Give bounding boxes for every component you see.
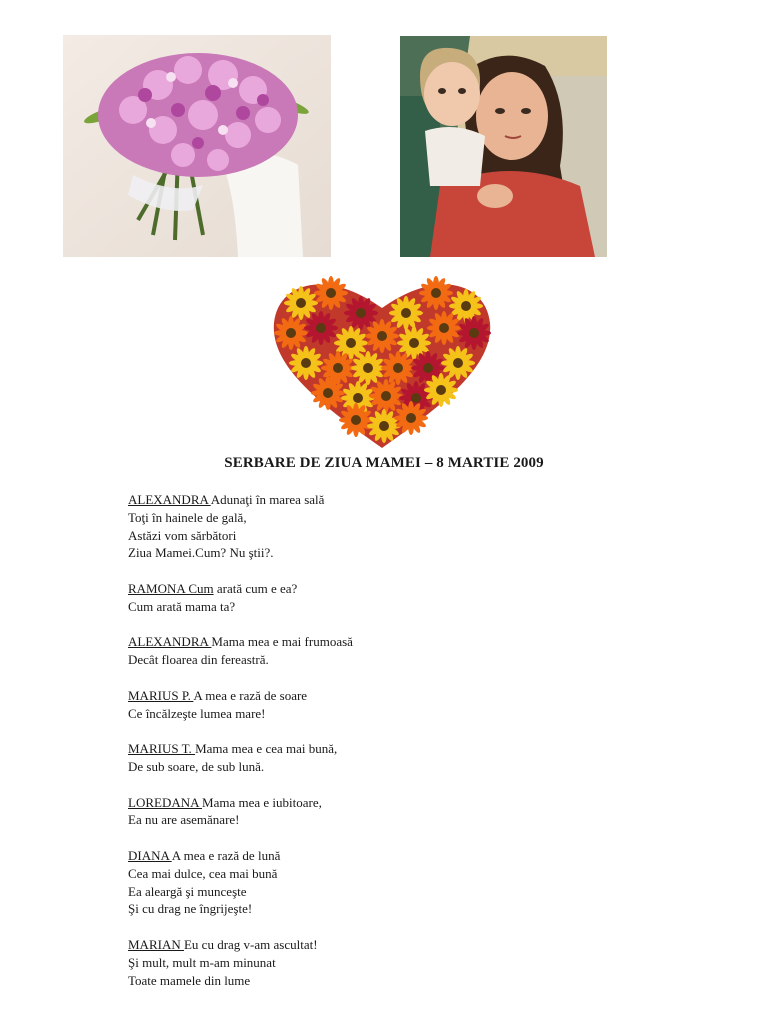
verse-text: Eu cu drag v-am ascultat! — [183, 936, 318, 952]
speaker-name: RAMONA Cum — [128, 580, 214, 596]
document-title: SERBARE DE ZIUA MAMEI – 8 MARTIE 2009 — [224, 455, 544, 471]
poem-line: Cea mai dulce, cea mai bună — [128, 865, 278, 881]
poem-line: Toţi în hainele de gală, — [128, 509, 247, 525]
stanza — [128, 580, 608, 616]
stanza — [128, 847, 608, 918]
speaker-name: DIANA — [128, 847, 172, 863]
speaker-name: LOREDANA — [128, 794, 203, 810]
poem-line: Cum arată mama ta? — [128, 598, 236, 614]
gerbera-heart-image — [266, 268, 498, 452]
poem-line: Ea aleargă şi munceşte — [128, 883, 247, 899]
mother-child-painting — [400, 36, 607, 257]
poem-line: Decât floarea din fereastră. — [128, 652, 269, 668]
stanza — [128, 491, 608, 562]
poem-line — [128, 847, 608, 865]
poem-line: De sub soare, de sub lună. — [128, 758, 265, 774]
stanza — [128, 633, 608, 669]
bouquet-image — [63, 35, 331, 257]
verse-text: A mea e rază de soare — [193, 687, 308, 703]
speaker-name: MARIUS P. — [128, 687, 194, 703]
speaker-name: ALEXANDRA — [128, 634, 212, 650]
poem-line: Astăzi vom sărbători — [128, 527, 237, 543]
speaker-name: MARIUS T. — [128, 741, 196, 757]
poem-line — [128, 580, 608, 598]
verse-text: Mama mea e iubitoare, — [202, 794, 322, 810]
poem-line — [128, 794, 608, 812]
poem-line — [128, 936, 608, 954]
speaker-name: MARIAN — [128, 936, 184, 952]
verse-text: A mea e rază de lună — [171, 847, 281, 863]
poem-line — [128, 740, 608, 758]
stanza — [128, 794, 608, 830]
stanza — [128, 936, 608, 989]
verse-text: Mama mea e mai frumoasă — [211, 634, 353, 650]
poem-line: Ziua Mamei.Cum? Nu ştii?. — [128, 545, 274, 561]
poem-body — [128, 491, 608, 1007]
stanza — [128, 740, 608, 776]
verse-text: arată cum e ea? — [213, 580, 298, 596]
poem-line: Şi mult, mult m-am minunat — [128, 954, 276, 970]
poem-line — [128, 491, 608, 509]
poem-line: Toate mamele din lume — [128, 972, 251, 988]
verse-text: Adunaţi în marea sală — [210, 492, 325, 507]
poem-line — [128, 687, 608, 705]
poem-line: Ce încălzeşte lumea mare! — [128, 705, 266, 721]
verse-text: Mama mea e cea mai bună, — [195, 741, 338, 757]
stanza — [128, 687, 608, 723]
poem-line: Şi cu drag ne îngrijeşte! — [128, 901, 253, 917]
poem-line: Ea nu are asemănare! — [128, 812, 240, 828]
speaker-name: ALEXANDRA — [128, 492, 211, 507]
poem-line — [128, 633, 608, 651]
